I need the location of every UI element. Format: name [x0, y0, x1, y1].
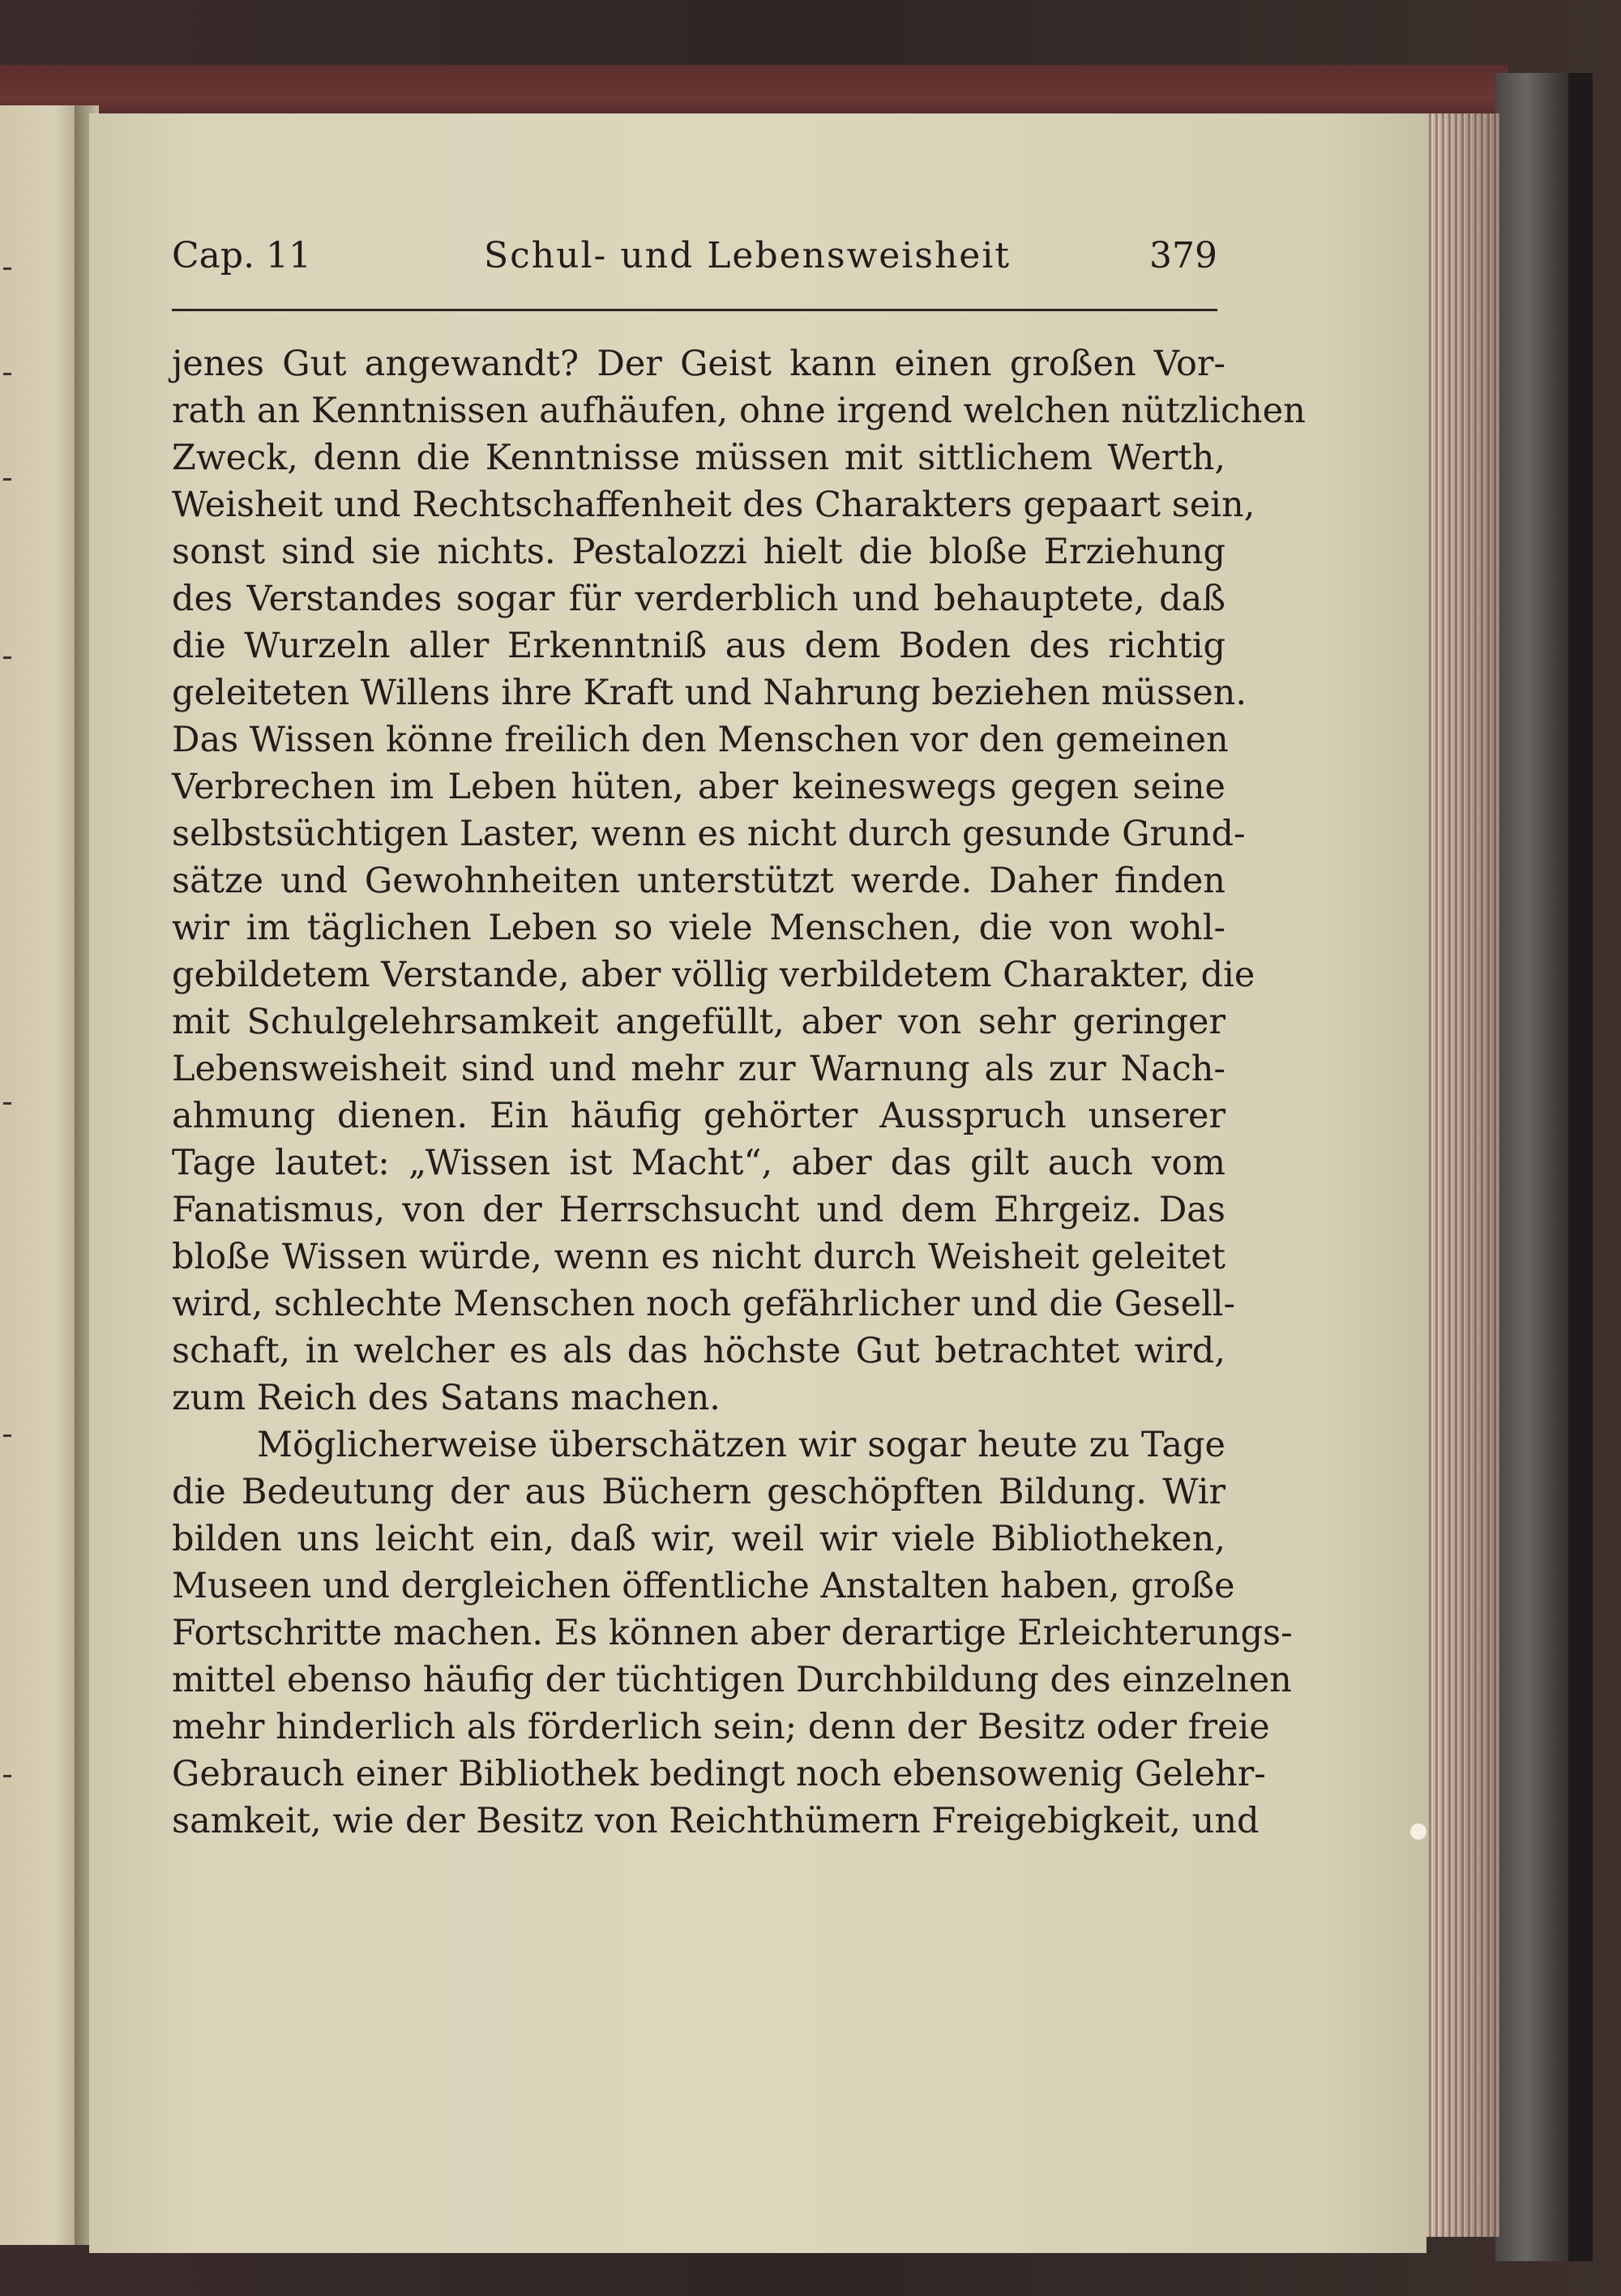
text-line: geleiteten Willens ihre Kraft und Nahrung beziehen müssen. [172, 673, 1247, 713]
text-line: sätze und Gewohnheiten unterstützt werde. Daher finden [172, 861, 1225, 901]
text-line: Fanatismus, von der Herrschsucht und dem Ehrgeiz. Das [172, 1190, 1225, 1230]
text-line: Fortschritte machen. Es können aber derartige Erleichterungs- [172, 1613, 1293, 1653]
text-line: zum Reich des Satans machen. [172, 1378, 721, 1418]
page-number: 379 [1149, 235, 1217, 276]
text-line: Verbrechen im Leben hüten, aber keineswegs gegen seine [172, 767, 1225, 807]
text-line: bloße Wissen würde, wenn es nicht durch Weisheit geleitet [172, 1237, 1225, 1277]
text-line: Gebrauch einer Bibliothek bedingt noch ebensowenig Gelehr- [172, 1754, 1266, 1794]
text-line: des Verstandes sogar für verderblich und behauptete, daß [172, 579, 1225, 619]
left-page-text-marks [0, 105, 16, 2245]
text-line: die Bedeutung der aus Büchern geschöpften Bildung. Wir [172, 1472, 1225, 1512]
text-line: rath an Kenntnissen aufhäufen, ohne irgend welchen nützlichen [172, 391, 1306, 431]
text-line: Weisheit und Rechtschaffenheit des Charakters gepaart sein, [172, 485, 1255, 525]
running-title: Schul- und Lebensweisheit [484, 235, 1012, 276]
text-line: samkeit, wie der Besitz von Reichthümern Freigebigkeit, und [172, 1801, 1260, 1841]
text-line: Tage lautet: „Wissen ist Macht“, aber das gilt auch vom [172, 1143, 1225, 1183]
text-line: selbstsüchtigen Laster, wenn es nicht durch gesunde Grund- [172, 814, 1246, 854]
text-line: mehr hinderlich als förderlich sein; denn der Besitz oder freie [172, 1707, 1270, 1747]
chapter-label: Cap. 11 [172, 235, 312, 276]
text-line: jenes Gut angewandt? Der Geist kann einen großen Vor- [172, 344, 1225, 384]
spine-edge [1568, 73, 1593, 2261]
text-line: Zweck, denn die Kenntnisse müssen mit sittlichem Werth, [172, 438, 1225, 478]
text-line: Möglicherweise überschätzen wir sogar heute zu Tage [257, 1425, 1225, 1465]
text-line: die Wurzeln aller Erkenntniß aus dem Boden des richtig [172, 626, 1225, 666]
text-line: wird, schlechte Menschen noch gefährlicher und die Gesell- [172, 1284, 1236, 1324]
text-line: mit Schulgelehrsamkeit angefüllt, aber von sehr geringer [172, 1002, 1225, 1042]
page-block-shade [1426, 113, 1499, 2237]
text-line: ahmung dienen. Ein häufig gehörter Ausspruch unserer [172, 1096, 1225, 1136]
text-line: gebildetem Verstande, aber völlig verbildetem Charakter, die [172, 955, 1255, 995]
text-line: schaft, in welcher es als das höchste Gut betrachtet wird, [172, 1331, 1225, 1371]
running-header [172, 232, 1217, 280]
text-line: Das Wissen könne freilich den Menschen vor den gemeinen [172, 720, 1229, 760]
text-line: bilden uns leicht ein, daß wir, weil wir viele Bibliotheken, [172, 1519, 1225, 1559]
paper-spot [1410, 1824, 1426, 1840]
text-line: wir im täglichen Leben so viele Menschen, die von wohl- [172, 908, 1225, 948]
header-rule [172, 309, 1217, 311]
body-text [172, 340, 1306, 1845]
text-line: Lebensweisheit sind und mehr zur Warnung als zur Nach- [172, 1049, 1225, 1089]
text-line: Museen und dergleichen öffentliche Anstalten haben, große [172, 1566, 1235, 1606]
text-line: mittel ebenso häufig der tüchtigen Durchbildung des einzelnen [172, 1660, 1292, 1700]
text-line: sonst sind sie nichts. Pestalozzi hielt die bloße Erziehung [172, 532, 1225, 572]
